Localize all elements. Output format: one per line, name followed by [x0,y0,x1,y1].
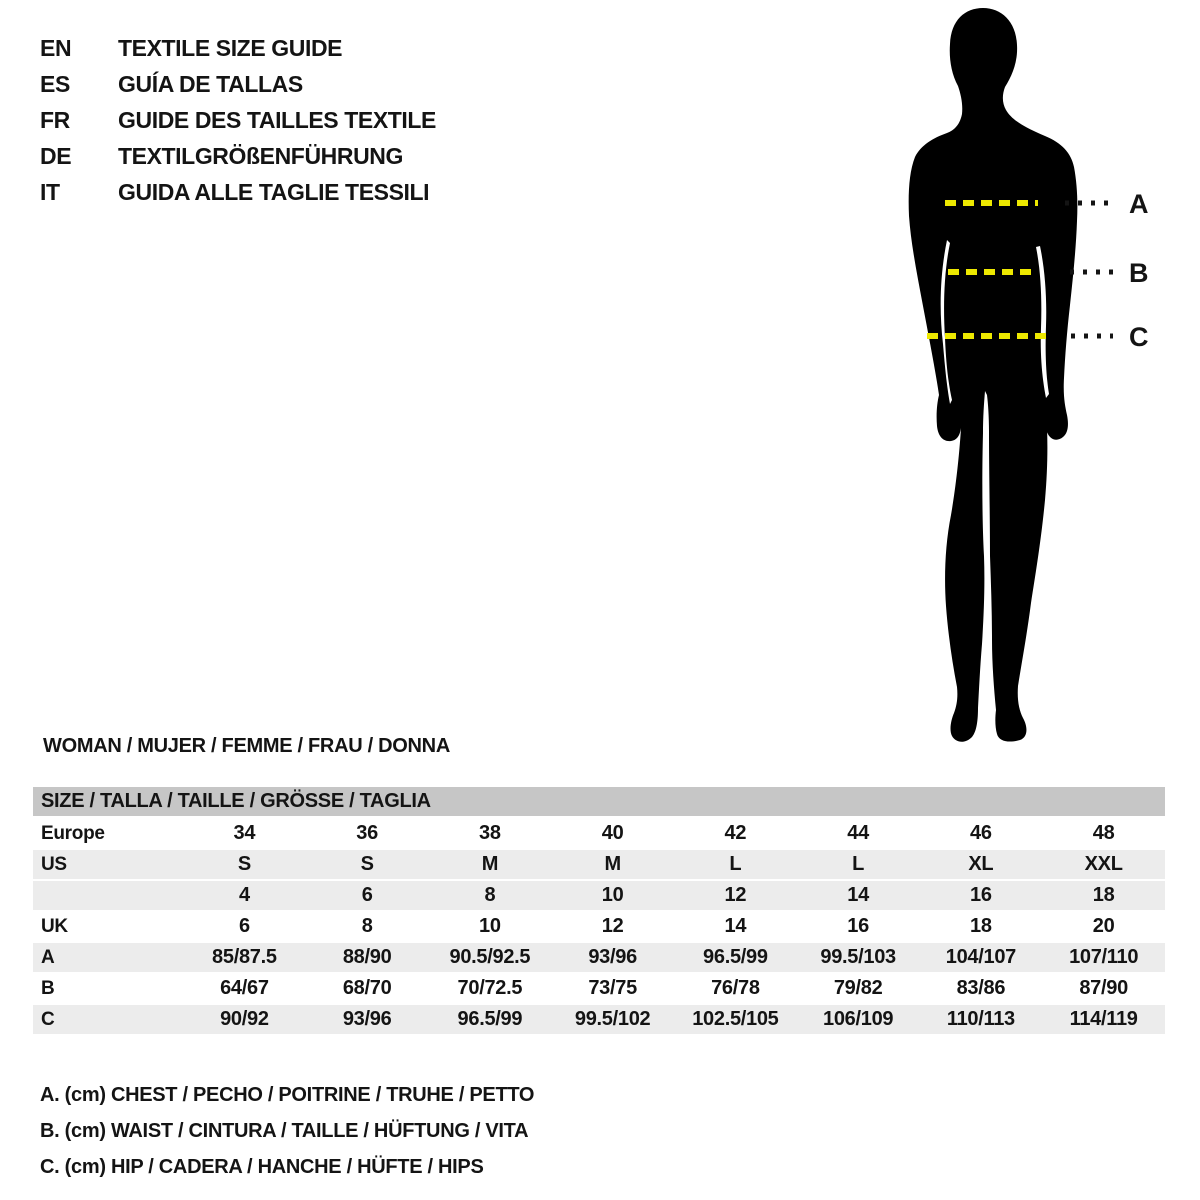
woman-silhouette [909,8,1078,742]
table-row [33,850,1165,879]
marker-label-c: C [1129,322,1149,352]
measurement-legend [40,1077,534,1185]
size-value-cell: 14 [847,884,869,906]
language-title-text: GUIDA ALLE TAGLIE TESSILI [118,178,430,205]
size-value-cell: 10 [479,915,501,937]
size-value-cell: 93/96 [342,1008,392,1030]
language-row [40,66,436,102]
language-code: ES [40,70,70,97]
size-value-cell: 76/78 [711,977,760,999]
language-title-text: TEXTILGRÖßENFÜHRUNG [118,142,403,169]
table-row [33,819,1165,848]
legend-row: B. (cm) WAIST / CINTURA / TAILLE / HÜFTUNG / VITA [40,1119,529,1142]
row-label: C [41,1008,55,1030]
size-value-cell: 8 [361,915,373,937]
size-value-cell: 102.5/105 [692,1008,779,1030]
language-code: EN [40,34,72,61]
size-value-cell: 4 [238,884,250,906]
marker-label-a: A [1129,189,1149,219]
size-value-cell: 110/113 [946,1008,1015,1030]
size-value-cell: 85/87.5 [212,946,277,968]
size-value-cell: XL [968,853,994,875]
size-value-cell: 40 [601,822,624,844]
size-value-cell: 44 [847,822,869,844]
size-value-cell: S [237,853,251,875]
language-title-text: TEXTILE SIZE GUIDE [118,34,343,61]
language-title-block [40,30,436,210]
size-value-cell: 16 [847,915,869,937]
size-value-cell: 90/92 [220,1008,269,1030]
size-value-cell: 87/90 [1079,977,1128,999]
language-code: IT [40,178,60,205]
size-value-cell: L [852,853,865,875]
legend-row: C. (cm) HIP / CADERA / HANCHE / HÜFTE / HIPS [40,1155,484,1178]
language-row [40,174,436,210]
row-label: US [41,853,67,875]
size-value-cell: 42 [724,822,747,844]
size-value-cell: 34 [233,822,256,844]
size-value-cell: 96.5/99 [457,1008,523,1030]
size-value-cell: 64/67 [220,977,269,999]
row-label: Europe [41,822,105,844]
size-value-cell: 48 [1092,822,1115,844]
size-value-cell: 36 [356,822,378,844]
language-title-text: GUIDE DES TAILLES TEXTILE [118,106,436,133]
language-row [40,30,436,66]
table-row [33,943,1165,972]
table-row [33,974,1165,1003]
size-value-cell: L [729,853,742,875]
size-value-cell: 99.5/103 [820,946,896,968]
legend-row: A. (cm) CHEST / PECHO / POITRINE / TRUHE / PETTO [40,1083,535,1106]
language-row [40,102,436,138]
size-value-cell: M [481,853,499,875]
size-value-cell: 93/96 [588,946,637,968]
size-value-cell: XXL [1084,853,1123,875]
size-value-cell: 18 [970,915,992,937]
size-value-cell: 14 [724,915,747,937]
marker-label-b: B [1129,258,1149,288]
size-table-body [33,819,1165,1034]
language-code: DE [40,142,72,169]
size-table-header: SIZE / TALLA / TAILLE / GRÖSSE / TAGLIA [33,787,1165,816]
size-table [33,787,1165,1036]
size-value-cell: 107/110 [1069,946,1139,968]
size-value-cell: 12 [601,915,624,937]
size-value-cell: 68/70 [342,977,392,999]
size-value-cell: 10 [601,884,624,906]
size-value-cell: 18 [1092,884,1115,906]
size-value-cell: 46 [970,822,992,844]
row-label: B [41,977,55,999]
silhouette-svg [850,0,1200,760]
size-value-cell: 6 [238,915,250,937]
size-value-cell: 38 [479,822,501,844]
language-code: FR [40,106,70,133]
table-row [33,881,1165,910]
size-value-cell: 104/107 [945,946,1016,968]
woman-silhouette-figure [850,0,1200,760]
size-value-cell: 16 [970,884,992,906]
table-row [33,1005,1165,1034]
size-value-cell: S [360,853,374,875]
size-value-cell: M [604,853,621,875]
table-row [33,912,1165,941]
size-value-cell: 106/109 [823,1008,894,1030]
size-value-cell: 79/82 [833,977,883,999]
size-value-cell: 12 [724,884,747,906]
row-label: UK [41,915,68,937]
section-title: WOMAN / MUJER / FEMME / FRAU / DONNA [43,735,450,757]
size-value-cell: 99.5/102 [574,1008,651,1030]
language-title-text: GUÍA DE TALLAS [118,70,303,97]
size-value-cell: 83/86 [956,977,1006,999]
size-value-cell: 20 [1092,915,1115,937]
size-value-cell: 96.5/99 [703,946,768,968]
size-value-cell: 90.5/92.5 [449,946,531,968]
language-row [40,138,436,174]
size-value-cell: 114/119 [1069,1008,1138,1030]
size-value-cell: 8 [484,884,496,906]
size-value-cell: 88/90 [342,946,392,968]
size-value-cell: 6 [361,884,373,906]
row-label: A [41,946,55,968]
size-value-cell: 70/72.5 [457,977,523,999]
size-value-cell: 73/75 [588,977,637,999]
